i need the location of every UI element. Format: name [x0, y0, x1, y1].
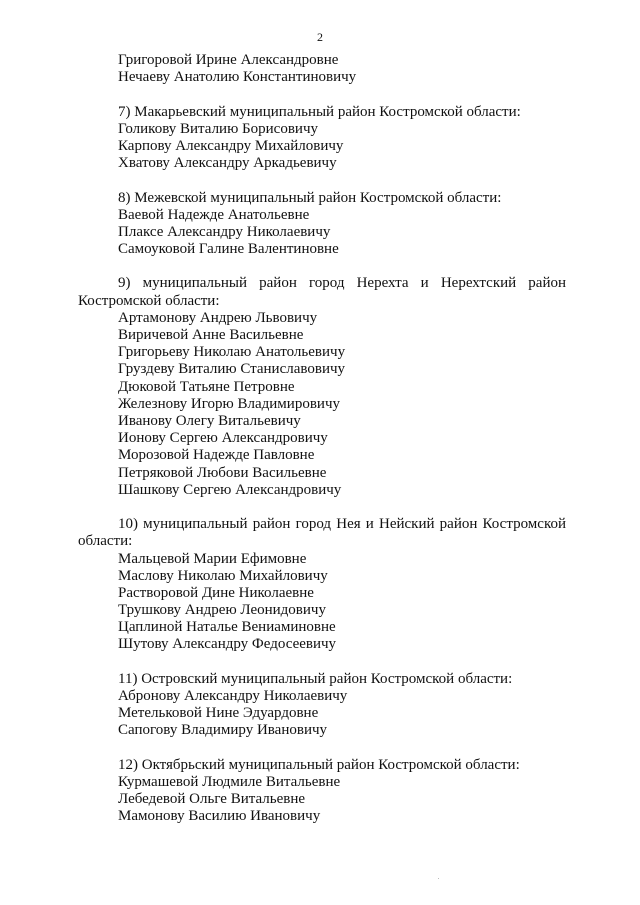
name-line: Шашкову Сергею Александровичу — [118, 481, 342, 498]
name-line: Артамонову Андрею Львовичу — [118, 309, 318, 326]
paragraph-gap — [78, 258, 566, 275]
name-line: Морозовой Надежде Павловне — [118, 447, 315, 464]
paragraph-gap — [78, 499, 566, 516]
name-line: Виричевой Анне Васильевне — [118, 327, 304, 344]
section-heading-9: 9) муниципальный район город Нерехта и Нерехтский район Костромской области: — [78, 275, 566, 309]
name-line: Метельковой Нине Эдуардовне — [118, 705, 319, 722]
name-line: Лебедевой Ольге Витальевне — [118, 791, 306, 808]
paragraph-gap — [78, 86, 566, 103]
name-line: Иванову Олегу Витальевичу — [118, 412, 301, 429]
section-heading-8: 8) Межевской муниципальный район Костромской области: — [118, 189, 502, 206]
name-line: Голикову Виталию Борисовичу — [118, 120, 318, 137]
name-line: Григорьеву Николаю Анатольевичу — [118, 344, 346, 361]
name-line: Груздеву Виталию Станиславовичу — [118, 361, 346, 378]
name-line: Ионову Сергею Александровичу — [118, 430, 328, 447]
name-line: Нечаеву Анатолию Константиновичу — [118, 69, 357, 86]
name-line: Дюковой Татьяне Петровне — [118, 378, 295, 395]
paragraph-gap — [78, 172, 566, 189]
name-line: Железнову Игорю Владимировичу — [118, 395, 340, 412]
name-line: Шутову Александру Федосеевичу — [118, 636, 337, 653]
name-line: Маслову Николаю Михайловичу — [118, 567, 328, 584]
scan-speck — [438, 878, 439, 879]
section-heading-7: 7) Макарьевский муниципальный район Костромской области: — [118, 103, 521, 120]
name-line: Карпову Александру Михайловичу — [118, 137, 344, 154]
name-line: Хватову Александру Аркадьевичу — [118, 155, 337, 172]
paragraph-gap — [78, 740, 566, 757]
name-line: Сапогову Владимиру Ивановичу — [118, 722, 328, 739]
name-line: Самоуковой Галине Валентиновне — [118, 241, 339, 258]
name-line: Трушкову Андрею Леонидовичу — [118, 602, 326, 619]
page-number: 2 — [317, 30, 323, 44]
section-heading-12: 12) Октябрьский муниципальный район Костромской области: — [118, 756, 520, 773]
name-line: Плаксе Александру Николаевичу — [118, 223, 331, 240]
name-line: Растворовой Дине Николаевне — [118, 584, 314, 601]
name-line: Ваевой Надежде Анатольевне — [118, 206, 310, 223]
name-line: Абронову Александру Николаевичу — [118, 688, 348, 704]
document-body — [78, 52, 566, 826]
section-heading-11: 11) Островский муниципальный район Костромской области: — [118, 670, 513, 687]
section-heading-10: 10) муниципальный район город Нея и Нейский район Костромской области: — [78, 516, 566, 550]
name-line: Петряковой Любови Васильевне — [118, 464, 327, 481]
paragraph-gap — [78, 654, 566, 671]
name-line: Цаплиной Наталье Вениаминовне — [118, 619, 336, 636]
name-line: Курмашевой Людмиле Витальевне — [118, 773, 341, 790]
name-line: Мальцевой Марии Ефимовне — [118, 550, 307, 567]
name-line: Григоровой Ирине Александровне — [118, 52, 339, 68]
name-line: Мамонову Василию Ивановичу — [118, 808, 321, 825]
